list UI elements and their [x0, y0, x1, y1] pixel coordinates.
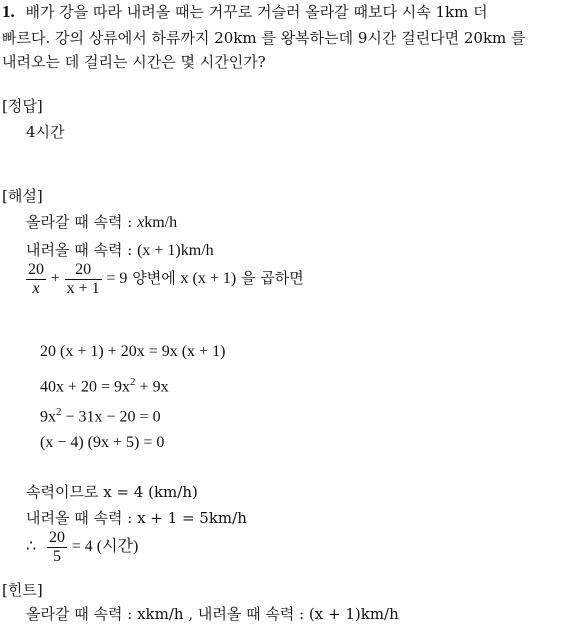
- down-speed-prefix: 내려올 때 속력 :: [26, 241, 138, 259]
- up-speed-unit: km/h: [144, 214, 178, 231]
- up-speed-prefix: 올라갈 때 속력 :: [26, 213, 138, 231]
- step-3-a: 9x: [40, 408, 56, 426]
- final-den: 5: [52, 547, 61, 565]
- answer-label: [정답]: [2, 97, 43, 115]
- eq-plus: +: [50, 270, 60, 287]
- step-2: [40, 372, 169, 397]
- problem-line-2: 빠르다. 강의 상류에서 하류까지 20km 를 왕복하는데 9시간 걸린다면 20km 를: [2, 29, 526, 47]
- up-speed-line: [26, 212, 177, 233]
- down-speed-expr: (x + 1)km/h: [137, 242, 214, 259]
- fraction-1: [26, 261, 46, 298]
- explanation-label: [해설]: [2, 187, 43, 205]
- conclusion-2: 내려올 때 속력 : x + 1 = 5km/h: [26, 509, 247, 527]
- hint-label: [힌트]: [2, 581, 43, 599]
- final-line: [26, 526, 138, 567]
- hint-text: 올라갈 때 속력 : xkm/h , 내려올 때 속력 : (x + 1)km/h: [26, 605, 399, 623]
- answer-value: 4시간: [26, 123, 65, 141]
- fraction-2: [65, 261, 102, 298]
- step-3-sup: 2: [56, 406, 62, 418]
- equation-line: [26, 258, 304, 299]
- fraction-1-num: 20: [28, 260, 44, 278]
- step-2-sup: 2: [130, 376, 136, 388]
- final-fraction: [47, 529, 67, 566]
- final-num: 20: [48, 528, 65, 546]
- step-1: 20 (x + 1) + 20x = 9x (x + 1): [40, 343, 226, 360]
- problem-line-1: [2, 2, 488, 22]
- fraction-1-den: x: [32, 279, 40, 297]
- eq-text: 양변에: [132, 269, 176, 287]
- eq-rhs: = 9: [106, 270, 128, 287]
- eq-mult: x (x + 1): [180, 270, 237, 287]
- problem-number: 1.: [2, 2, 15, 21]
- step-2-b: + 9x: [135, 378, 169, 396]
- conclusion-1: 속력이므로 x = 4 (km/h): [26, 483, 198, 501]
- eq-text-2: 을 곱하면: [240, 269, 304, 287]
- fraction-2-den: x + 1: [66, 279, 100, 297]
- step-2-a: 40x + 20 = 9x: [40, 378, 131, 396]
- step-3-b: − 31x − 20 = 0: [61, 408, 161, 426]
- fraction-2-num: 20: [65, 261, 102, 280]
- problem-text-1: 배가 강을 따라 내려올 때는 거꾸로 거슬러 올라갈 때보다 시속 1km 더: [25, 3, 488, 21]
- up-speed-var: x: [137, 214, 145, 231]
- step-3: [40, 402, 161, 427]
- final-rhs: = 4 (시간): [71, 538, 139, 555]
- therefore-symbol: ∴: [26, 538, 37, 555]
- problem-line-3: 내려오는 데 걸리는 시간은 몇 시간인가?: [2, 53, 266, 71]
- step-4: (x − 4) (9x + 5) = 0: [40, 434, 165, 451]
